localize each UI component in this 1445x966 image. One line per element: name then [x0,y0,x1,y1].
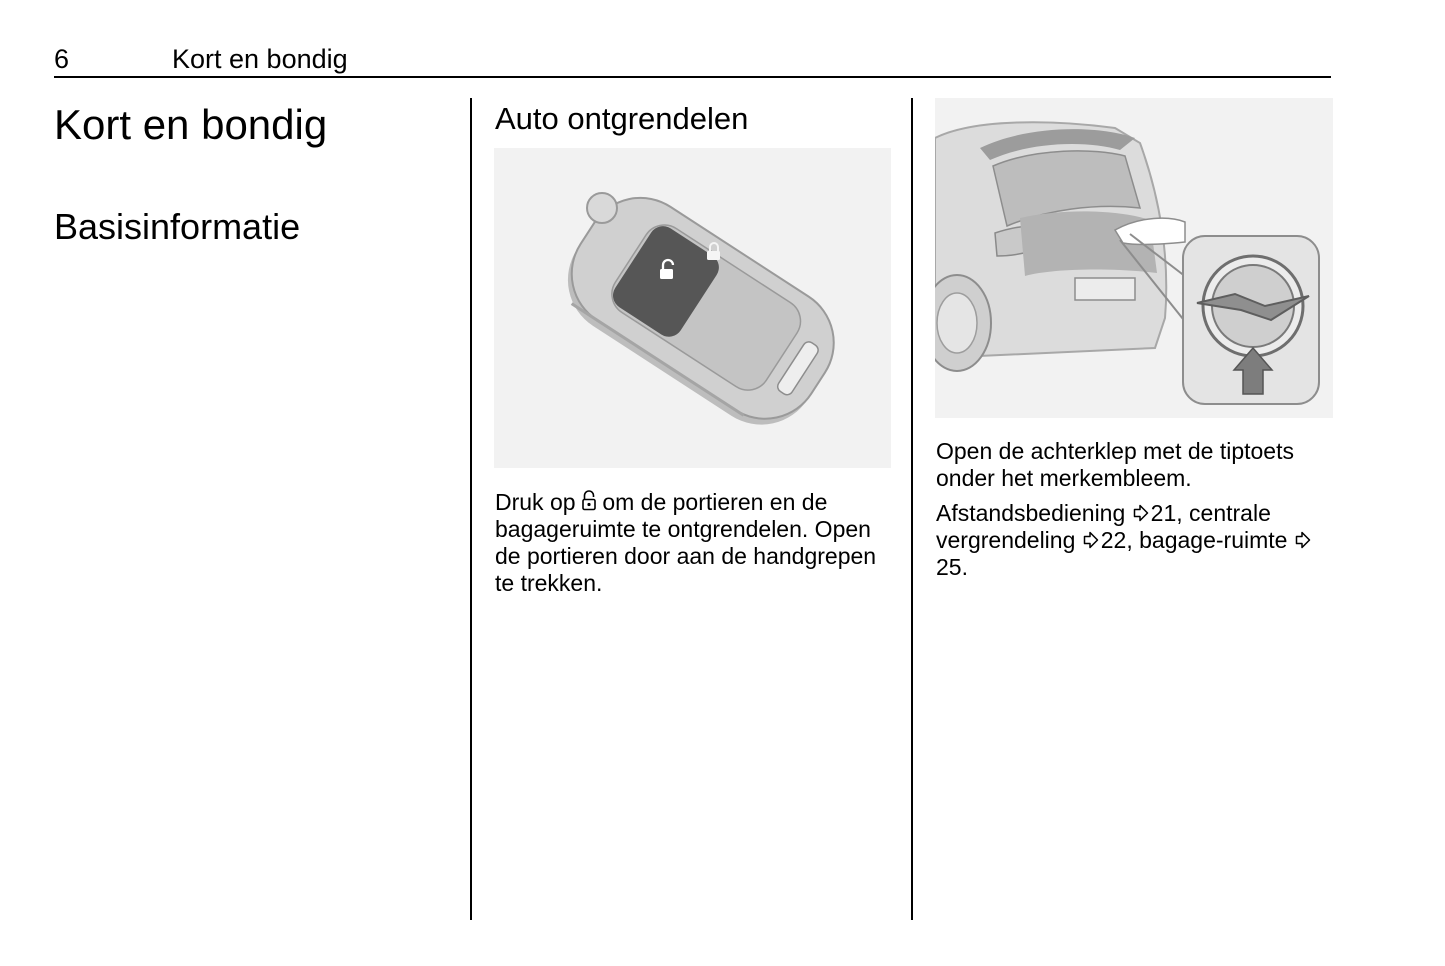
ref-page-cargo[interactable]: 25 [936,554,962,580]
unlock-instruction [495,489,895,597]
page-ref-arrow-icon [1295,531,1311,549]
unlock-icon [582,490,596,512]
page-header [54,42,1331,78]
cross-references [936,500,1331,581]
column-divider [911,98,913,920]
tailgate-instruction: Open de achterklep met de tiptoets onder het merkembleem. [936,438,1294,491]
ref-label-central-locking: , centrale vergrendeling [936,500,1271,553]
ref-page-remote[interactable]: 21 [1150,500,1177,526]
tailgate-emblem-illustration-icon [935,98,1333,418]
instruction-text-start: Druk op [495,489,582,515]
ref-end: . [961,554,968,580]
page-ref-arrow-icon [1133,504,1149,522]
key-fob-illustration [494,148,891,468]
ref-label-cargo: , bagage-ruimte [1126,527,1294,553]
ref-page-central-locking[interactable]: 22 [1100,527,1127,553]
key-fob-unlock-illustration-icon [494,148,891,468]
chapter-title: Kort en bondig [54,101,328,148]
tailgate-illustration [935,98,1333,418]
ref-label-remote: Afstandsbediening [936,500,1132,526]
page-ref-arrow-icon [1083,531,1099,549]
page-number: 6 [54,44,70,74]
instruction-text-end: om de portieren en de bagageruimte te ontgrendelen. Open de portieren door aan de handgrepen te trekken. [495,489,877,596]
column-divider [470,98,472,920]
section-title: Basisinformatie [54,206,301,247]
running-title: Kort en bondig [172,44,348,74]
subsection-heading: Auto ontgrendelen [495,101,749,136]
